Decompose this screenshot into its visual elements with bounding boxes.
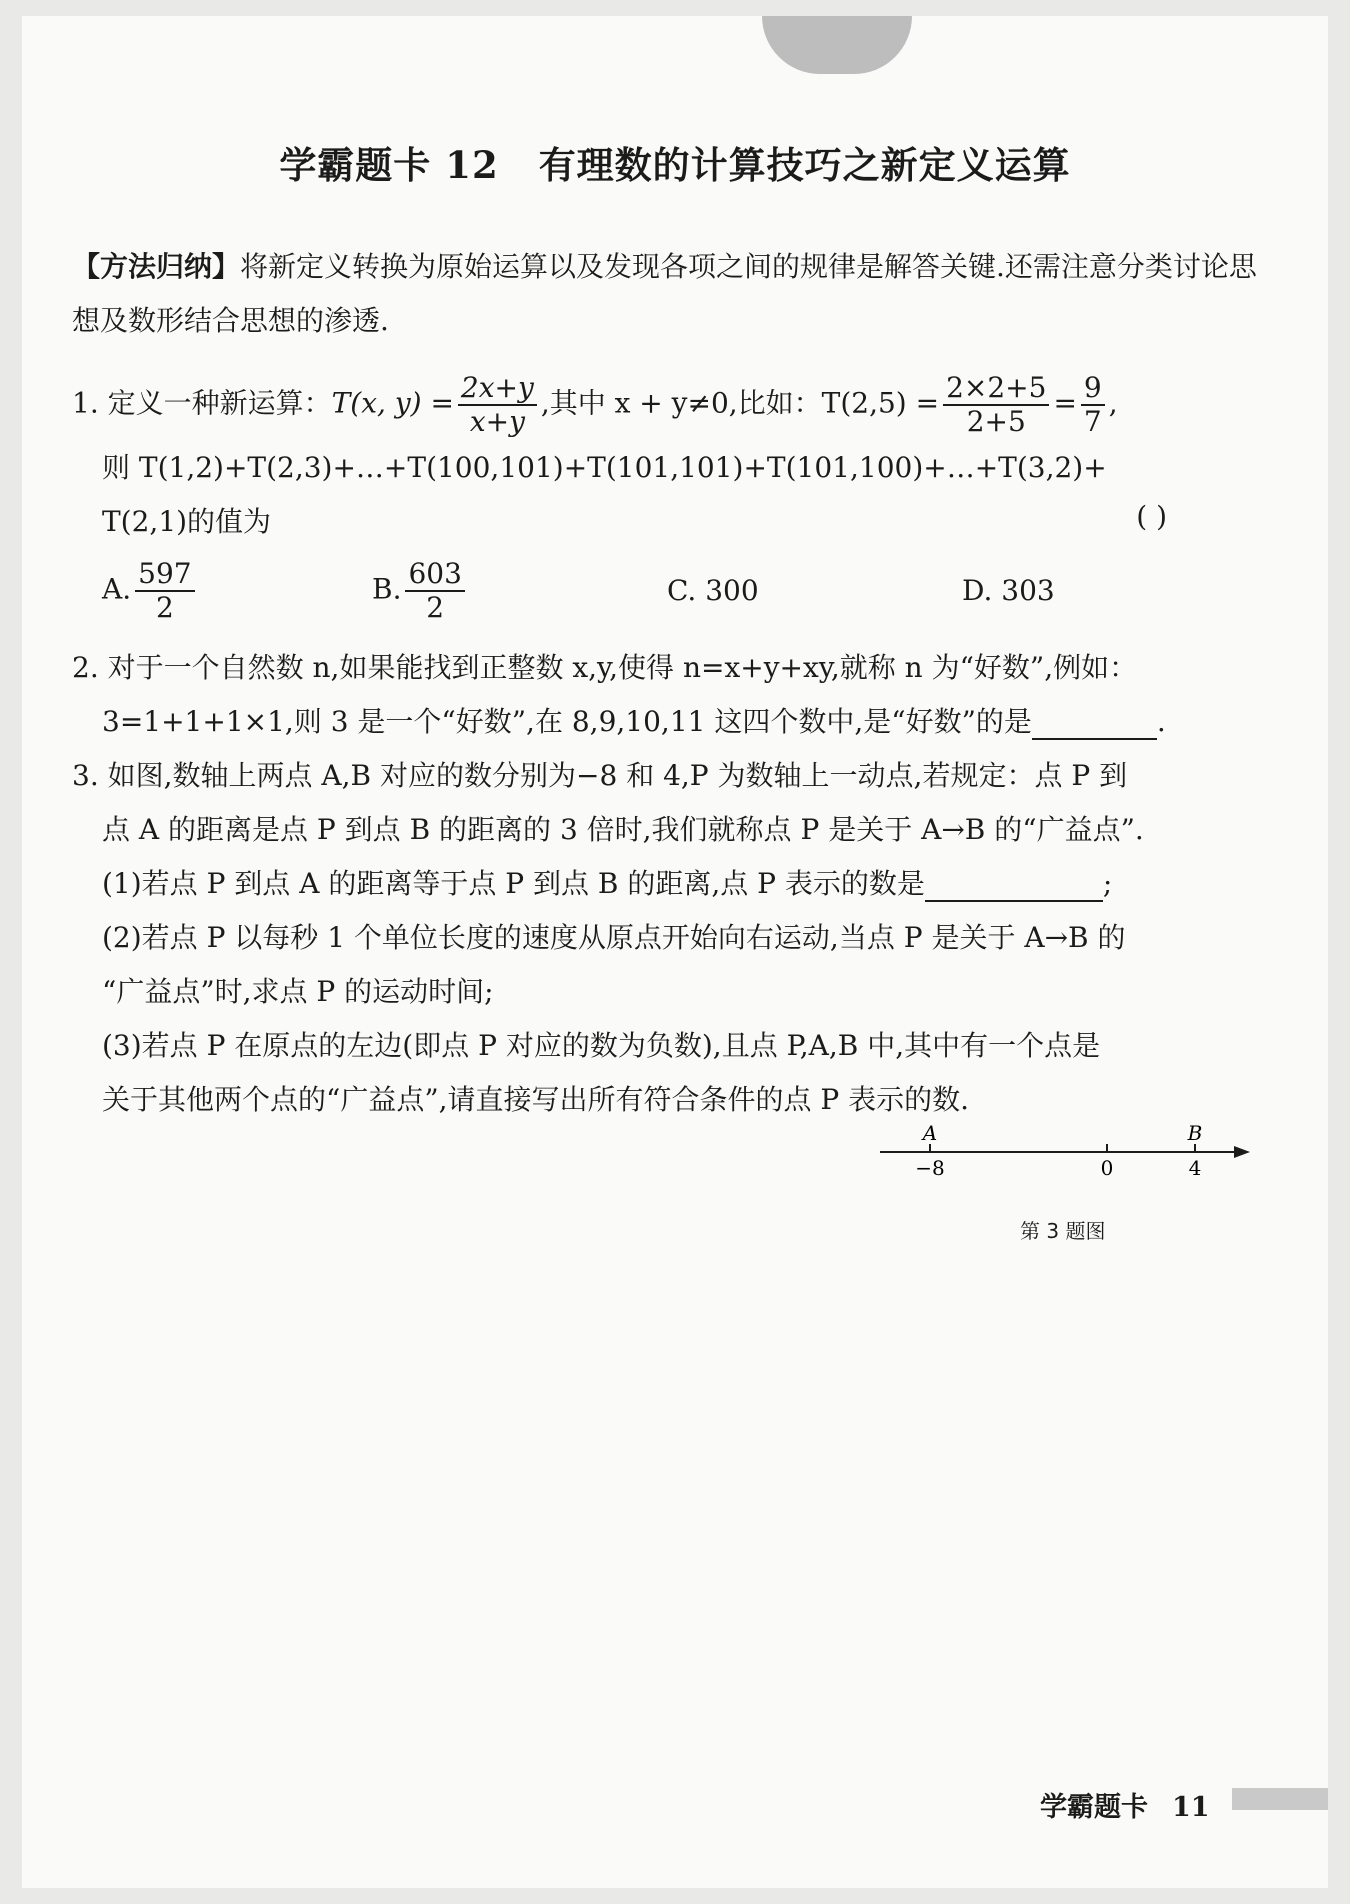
method-text: 将新定义转换为原始运算以及发现各项之间的规律是解答关键.还需注意分类讨论思想及数形结合思想的渗透. [72,250,1257,337]
q1-line1: 1. 定义一种新运算：T(x, y) = $\frac{2x+y}{x+y}$ ,其中 x + y≠0,比如：T(2,5) = $\frac{2\times 2+5}{2+5}$ = $\frac{9}{7}$ , [72,371,1118,439]
q1-answer-paren: ( ) [1136,500,1167,533]
q1-line2: 则 T(1,2)+T(2,3)+…+T(100,101)+T(101,101)+T(101,100)+…+T(3,2)+ [102,451,1107,484]
q3-line2: 点 A 的距离是点 P 到点 B 的距离的 3 倍时,我们就称点 P 是关于 A→B 的“广益点”. [102,813,1144,846]
q3-part2-line2: “广益点”时,求点 P 的运动时间; [102,975,494,1008]
q1-example-fraction: $\frac{2\times 2+5}{2+5}$ [943,372,1049,438]
page-footer [1040,1785,1210,1824]
q1-def-fraction: $\frac{2x+y}{x+y}$ [458,372,537,438]
q1-option-d: D. 303 [962,574,1055,607]
q2-answer-blank[interactable] [1032,706,1157,740]
footer-brand: 学霸题卡 [1040,1792,1148,1823]
q2-line2: 3=1+1+1×1,则 3 是一个“好数”,在 8,9,10,11 这四个数中,是“好数”的是 . [102,705,1166,738]
q3-part1: (1)若点 P 到点 A 的距离等于点 P 到点 B 的距离,点 P 表示的数是 ; [102,867,1113,900]
q3-part3-line1: (3)若点 P 在原点的左边(即点 P 对应的数为负数),且点 P,A,B 中,其中有一个点是 [102,1029,1101,1062]
q3-line1: 3. 如图,数轴上两点 A,B 对应的数分别为−8 和 4,P 为数轴上一动点,若规定：点 P 到 [72,759,1128,792]
q3-part3-line2: 关于其他两个点的“广益点”,请直接写出所有符合条件的点 P 表示的数. [102,1083,970,1116]
q3-part2-line1: (2)若点 P 以每秒 1 个单位长度的速度从原点开始向右运动,当点 P 是关于 A→B 的 [102,921,1126,954]
q2-line1: 2. 对于一个自然数 n,如果能找到正整数 x,y,使得 n=x+y+xy,就称 n 为“好数”,例如： [72,651,1138,684]
tick-origin-label: 0 [1100,1156,1114,1180]
tick-a-label: −8 [915,1156,945,1180]
q1-option-b: B. $\frac{603}{2}$ [372,558,469,624]
q1-option-c: C. 300 [667,574,759,607]
point-b-label: B [1187,1121,1203,1145]
top-binder-tab [762,16,912,74]
method-tag: 【方法归纳】 [72,250,241,283]
point-a-label: A [922,1121,938,1145]
page-number: 11 [1172,1792,1210,1823]
q3-part1-blank[interactable] [925,868,1103,902]
footer-bar [1232,1788,1328,1810]
figure-caption: 第 3 题图 [1020,1219,1106,1243]
q1-option-a: A. $\frac{597}{2}$ [102,558,199,624]
title-text: 有理数的计算技巧之新定义运算 [538,143,1071,187]
q1-line3: T(2,1)的值为 ( ) [102,500,1167,538]
title-number: 学霸题卡 12 [279,143,499,187]
tick-b-label: 4 [1188,1156,1202,1180]
q1-result-fraction: $\frac{9}{7}$ [1081,372,1105,438]
method-summary [72,240,1257,348]
page-title [0,135,1350,189]
